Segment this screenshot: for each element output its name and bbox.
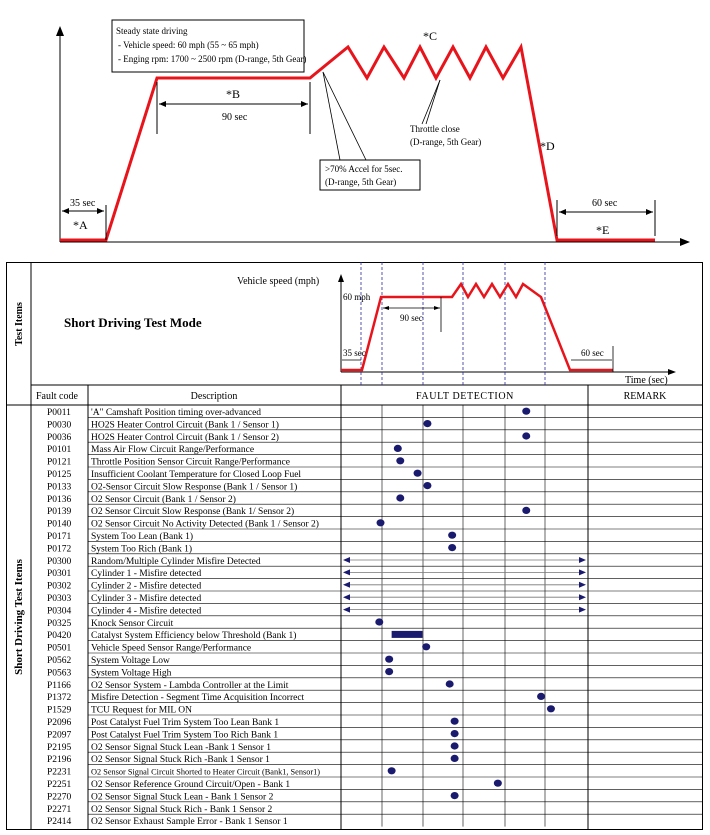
detection-dot xyxy=(537,693,545,700)
fault-code: P0121 xyxy=(47,457,72,468)
x-axis-arrow xyxy=(680,238,690,246)
mini-35-label: 35 sec xyxy=(343,348,366,358)
fault-description: Misfire Detection - Segment Time Acquisition Incorrect xyxy=(91,693,305,704)
table-row xyxy=(47,432,702,443)
marker-d: *D xyxy=(540,139,555,153)
marker-e: *E xyxy=(596,223,610,237)
throttle-line2: (D-range, 5th Gear) xyxy=(410,137,482,147)
fault-description: O2 Sensor Signal Stuck Rich - Bank 1 Sensor 2 xyxy=(91,804,273,815)
detection-dot xyxy=(396,457,404,464)
fault-description: TCU Request for MIL ON xyxy=(91,705,192,716)
fault-description: Cylinder 3 - Misfire detected xyxy=(91,594,202,604)
table-row xyxy=(47,469,702,480)
marker-b: *B xyxy=(226,87,241,101)
test-items-label: Test Items xyxy=(14,302,25,346)
fault-description: Post Catalyst Fuel Trim System Too Lean Bank 1 xyxy=(91,718,280,728)
fault-code: P1372 xyxy=(47,693,72,704)
detection-dot xyxy=(451,755,459,762)
detection-dot xyxy=(394,445,402,452)
mini-speed-label: 60 mph xyxy=(343,292,371,302)
fault-code: P2196 xyxy=(47,755,72,766)
detection-dot xyxy=(522,408,530,415)
fault-description: O2 Sensor System - Lambda Controller at the Limit xyxy=(91,680,289,691)
mini-speed-chart xyxy=(237,262,676,386)
table-row xyxy=(47,506,702,517)
fault-code: P2096 xyxy=(47,718,72,728)
detection-dot xyxy=(494,780,502,787)
detection-dot xyxy=(451,718,459,725)
range-arrow-left xyxy=(343,557,350,563)
driving-cycle-diagram xyxy=(0,0,710,255)
mini-x-arrow xyxy=(668,369,676,375)
fault-description: Post Catalyst Fuel Trim System Too Rich Bank 1 xyxy=(91,730,279,741)
mini-y-arrow xyxy=(338,274,344,282)
fault-description: O2 Sensor Circuit (Bank 1 / Sensor 2) xyxy=(91,494,236,505)
table-row xyxy=(47,568,702,579)
table-row xyxy=(47,618,702,628)
header-fault-detection: FAULT DETECTION xyxy=(416,391,514,402)
table-row xyxy=(47,531,702,542)
marker-c: *C xyxy=(423,29,438,43)
dim-90-arrow-l xyxy=(159,101,166,107)
fault-code: P2097 xyxy=(47,730,72,741)
fault-description: System Too Rich (Bank 1) xyxy=(91,544,193,555)
detection-dot xyxy=(547,705,555,712)
fault-description: Insufficient Coolant Temperature for Closed Loop Fuel xyxy=(91,470,302,480)
fault-description: O2 Sensor Signal Circuit Shorted to Heater Circuit (Bank1, Sensor1) xyxy=(91,767,321,777)
fault-code: P1529 xyxy=(47,705,72,716)
detection-dot xyxy=(522,507,530,514)
steady-title: Steady state driving xyxy=(116,26,188,36)
dim-90-label: 90 sec xyxy=(222,112,248,123)
fault-code: P0301 xyxy=(47,569,72,580)
table-row xyxy=(47,730,702,740)
fault-description: Cylinder 1 - Misfire detected xyxy=(91,569,202,580)
fault-code: P0011 xyxy=(47,408,71,418)
fault-code: P1166 xyxy=(47,680,71,691)
range-arrow-right xyxy=(579,569,586,575)
table-row xyxy=(47,407,702,418)
fault-code: P0036 xyxy=(47,432,72,443)
table-row xyxy=(47,817,288,827)
table-row xyxy=(47,481,702,492)
table-row xyxy=(47,705,702,716)
dim-35-label: 35 sec xyxy=(70,198,96,209)
detection-dot xyxy=(414,470,422,477)
header-remark: REMARK xyxy=(623,391,667,402)
mini-grid xyxy=(361,262,545,385)
range-arrow-right xyxy=(579,582,586,588)
marker-a: *A xyxy=(73,218,88,232)
dim-35-arrow-r xyxy=(97,208,104,214)
short-items-label: Short Driving Test Items xyxy=(13,559,25,675)
fault-code: P0304 xyxy=(47,606,72,617)
fault-description: O2 Sensor Reference Ground Circuit/Open - Bank 1 xyxy=(91,780,291,790)
mini-xlabel: Time (sec) xyxy=(625,375,668,386)
table-row xyxy=(47,605,702,616)
fault-code: P2195 xyxy=(47,742,72,753)
accel-leader-1 xyxy=(323,72,340,160)
detection-dot xyxy=(451,730,459,737)
fault-description: O2-Sensor Circuit Slow Response (Bank 1 / Sensor 1) xyxy=(91,482,298,493)
fault-code: P0133 xyxy=(47,482,72,493)
fault-code: P2231 xyxy=(47,767,72,778)
fault-description: O2 Sensor Circuit Slow Response (Bank 1/ Sensor 2) xyxy=(91,507,295,518)
table-row xyxy=(47,419,702,430)
table-row xyxy=(47,668,702,678)
mode-title: Short Driving Test Mode xyxy=(64,315,202,330)
steady-line2: - Enging rpm: 1700 ~ 2500 rpm (D-range, 5th Gear) xyxy=(118,54,307,64)
fault-description: O2 Sensor Signal Stuck Lean -Bank 1 Sensor 1 xyxy=(91,742,271,753)
fault-code: P0140 xyxy=(47,519,72,530)
range-arrow-right xyxy=(579,557,586,563)
fault-code: P0125 xyxy=(47,470,72,480)
fault-code: P0501 xyxy=(47,643,72,654)
fault-code: P0139 xyxy=(47,507,72,518)
table-row xyxy=(47,767,702,777)
fault-description: Vehicle Speed Sensor Range/Performance xyxy=(91,643,252,654)
header-description: Description xyxy=(190,391,238,402)
accel-line1: >70% Accel for 5sec. xyxy=(325,164,403,174)
fault-code: P0136 xyxy=(47,494,72,505)
detection-dot xyxy=(396,494,404,501)
table-row xyxy=(47,444,702,455)
fault-description: System Voltage Low xyxy=(91,656,170,666)
throttle-line1: Throttle close xyxy=(410,124,460,134)
table-row xyxy=(47,519,702,530)
fault-description: Cylinder 4 - Misfire detected xyxy=(91,606,202,617)
throttle-leader-2 xyxy=(426,80,440,124)
fault-description: Cylinder 2 - Misfire detected xyxy=(91,581,202,592)
mini-speed-trace xyxy=(341,284,613,370)
table-row xyxy=(47,556,702,567)
steady-line1: - Vehicle speed: 60 mph (55 ~ 65 mph) xyxy=(118,40,259,50)
table-row xyxy=(47,643,702,654)
fault-description: HO2S Heater Control Circuit (Bank 1 / Sensor 1) xyxy=(91,420,279,431)
fault-code: P0172 xyxy=(47,544,72,555)
fault-description: System Too Lean (Bank 1) xyxy=(91,532,194,542)
detection-dot xyxy=(422,643,430,650)
mini-dim-90-al xyxy=(383,306,389,310)
range-arrow-left xyxy=(343,607,350,613)
fault-code: P0562 xyxy=(47,656,72,666)
fault-code: P2271 xyxy=(47,804,72,815)
dim-90-arrow-r xyxy=(301,101,308,107)
accel-leader-2 xyxy=(323,72,366,160)
fault-code: P0171 xyxy=(47,532,72,542)
dim-60-arrow-r xyxy=(646,209,653,215)
fault-code: P2414 xyxy=(47,817,72,828)
mini-90-label: 90 sec xyxy=(400,313,423,323)
throttle-leader-1 xyxy=(422,80,440,124)
detection-dot xyxy=(446,680,454,687)
fault-description: Throttle Position Sensor Circuit Range/Performance xyxy=(91,457,290,468)
table-row xyxy=(47,593,702,604)
fault-description: Catalyst System Efficiency below Threshold (Bank 1) xyxy=(91,631,297,642)
range-arrow-right xyxy=(579,607,586,613)
fault-code: P0303 xyxy=(47,594,72,604)
table-row xyxy=(47,543,702,554)
table-rows xyxy=(47,405,702,827)
detection-dot xyxy=(423,482,431,489)
detection-dot xyxy=(385,668,393,675)
y-axis-arrow xyxy=(56,26,64,36)
range-arrow-left xyxy=(343,582,350,588)
fault-code: P0030 xyxy=(47,420,72,431)
table-row xyxy=(47,656,702,666)
mini-dim-90-ar xyxy=(434,306,440,310)
fault-code: P2270 xyxy=(47,792,72,803)
detection-dot xyxy=(451,792,459,799)
detection-dot xyxy=(375,618,383,625)
table-row xyxy=(47,718,702,728)
fault-code: P0325 xyxy=(47,618,72,629)
fault-description: HO2S Heater Control Circuit (Bank 1 / Sensor 2) xyxy=(91,432,279,443)
fault-description: System Voltage High xyxy=(91,668,172,679)
detection-dot xyxy=(522,432,530,439)
fault-description: O2 Sensor Signal Stuck Rich -Bank 1 Sensor 1 xyxy=(91,755,270,766)
fault-description: O2 Sensor Exhaust Sample Error - Bank 1 Sensor 1 xyxy=(91,817,288,828)
detection-dot xyxy=(385,656,393,663)
table-row xyxy=(47,742,702,752)
detection-dot xyxy=(451,742,459,749)
accel-line2: (D-range, 5th Gear) xyxy=(325,177,397,187)
table-border xyxy=(7,263,703,830)
table-row xyxy=(47,792,702,802)
detection-dot xyxy=(448,532,456,539)
detection-bar xyxy=(392,631,423,638)
table-row xyxy=(47,630,702,641)
table-row xyxy=(47,779,702,790)
fault-description: Random/Multiple Cylinder Misfire Detected xyxy=(91,556,261,567)
range-arrow-right xyxy=(579,594,586,600)
header-fault-code: Fault code xyxy=(36,391,78,402)
fault-code: P2251 xyxy=(47,780,72,790)
detection-dot xyxy=(423,420,431,427)
detection-dot xyxy=(377,519,385,526)
table-row xyxy=(47,805,702,815)
table-row xyxy=(47,680,702,690)
fault-code: P0420 xyxy=(47,631,72,642)
fault-description: 'A" Camshaft Position timing over-advanced xyxy=(91,408,262,418)
fault-code: P0101 xyxy=(47,445,72,456)
detection-dot xyxy=(388,767,396,774)
range-arrow-left xyxy=(343,594,350,600)
fault-code: P0302 xyxy=(47,581,72,592)
mini-ylabel: Vehicle speed (mph) xyxy=(237,276,320,287)
fault-description: Mass Air Flow Circuit Range/Performance xyxy=(91,445,255,456)
fault-description: O2 Sensor Circuit No Activity Detected (Bank 1 / Sensor 2) xyxy=(91,519,319,530)
table-row xyxy=(47,755,702,765)
fault-description: O2 Sensor Signal Stuck Lean - Bank 1 Sensor 2 xyxy=(91,792,274,803)
table-row xyxy=(47,457,702,468)
table-row xyxy=(47,692,702,703)
table-row xyxy=(47,494,702,505)
dim-60-arrow-l xyxy=(559,209,566,215)
mini-60-label: 60 sec xyxy=(581,348,604,358)
detection-dot xyxy=(448,544,456,551)
dim-35-arrow-l xyxy=(62,208,69,214)
range-arrow-left xyxy=(343,569,350,575)
fault-description: Knock Sensor Circuit xyxy=(91,618,174,629)
fault-code: P0300 xyxy=(47,556,72,567)
table-row xyxy=(47,581,702,592)
fault-code: P0563 xyxy=(47,668,72,679)
dim-60-label: 60 sec xyxy=(592,198,618,209)
